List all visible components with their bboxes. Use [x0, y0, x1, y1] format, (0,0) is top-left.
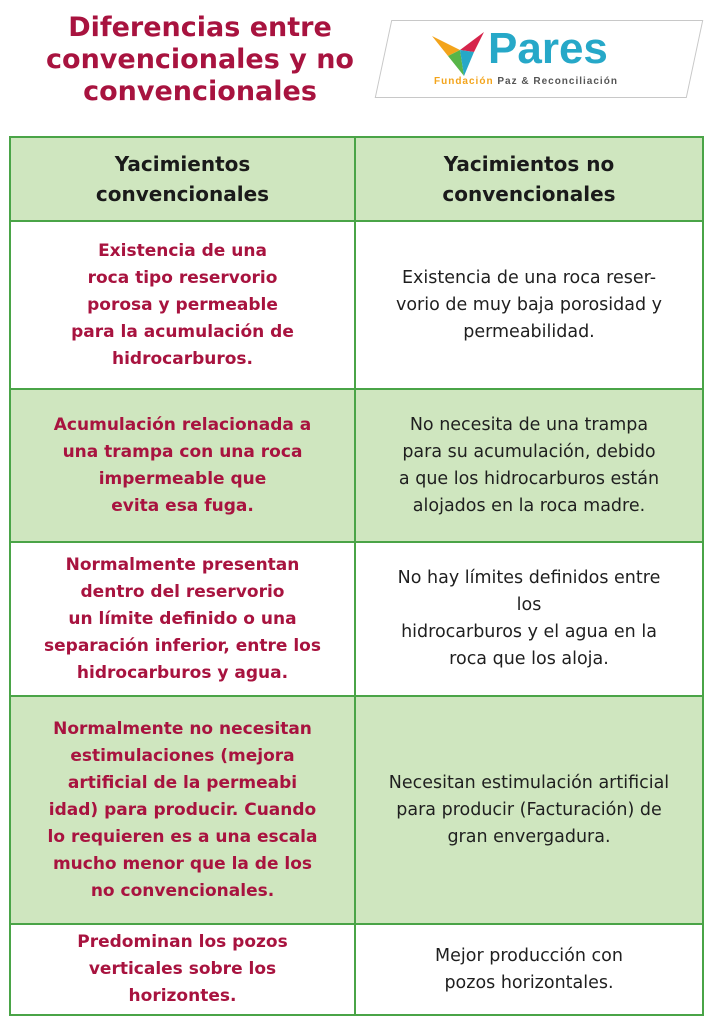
logo-subtitle: [434, 76, 618, 87]
table-row: [10, 542, 703, 696]
cell-conventional: Acumulación relacionada a una trampa con una roca impermeable que evita esa fuga.: [10, 389, 355, 542]
cell-unconventional: No hay límites definidos entre los hidrocarburos y el agua en la roca que los aloja.: [355, 542, 703, 696]
table-row: [10, 696, 703, 924]
cell-unconventional: Mejor producción con pozos horizontales.: [355, 924, 703, 1015]
comparison-table: [9, 136, 704, 1016]
table-row: [10, 389, 703, 542]
cell-conventional: Normalmente no necesitan estimulaciones (mejora artificial de la permeabi idad) para producir. Cuando lo requieren es a una escala mucho menor que la de los no convencionales.: [10, 696, 355, 924]
logo-subtitle-foundation: Fundación: [434, 76, 494, 87]
logo-wordmark: Pares: [488, 24, 608, 73]
cell-unconventional: Existencia de una roca reser- vorio de muy baja porosidad y permeabilidad.: [355, 221, 703, 389]
header-conventional: Yacimientos convencionales: [10, 137, 355, 221]
page-title: Diferencias entre convencionales y no convencionales: [46, 12, 354, 107]
bird-logo-icon: [430, 30, 490, 78]
table-row: [10, 221, 703, 389]
cell-conventional: Existencia de una roca tipo reservorio porosa y permeable para la acumulación de hidrocarburos.: [10, 221, 355, 389]
table-row: [10, 924, 703, 1015]
cell-unconventional: No necesita de una trampa para su acumulación, debido a que los hidrocarburos están alojados en la roca madre.: [355, 389, 703, 542]
pares-logo: [430, 24, 660, 94]
header-unconventional: Yacimientos no convencionales: [355, 137, 703, 221]
cell-unconventional: Necesitan estimulación artificial para producir (Facturación) de gran envergadura.: [355, 696, 703, 924]
logo-subtitle-peace: Paz & Reconciliación: [497, 76, 618, 87]
table-header-row: [10, 137, 703, 221]
cell-conventional: Normalmente presentan dentro del reservorio un límite definido o una separación inferior, entre los hidrocarburos y agua.: [10, 542, 355, 696]
cell-conventional: Predominan los pozos verticales sobre los horizontes.: [10, 924, 355, 1015]
